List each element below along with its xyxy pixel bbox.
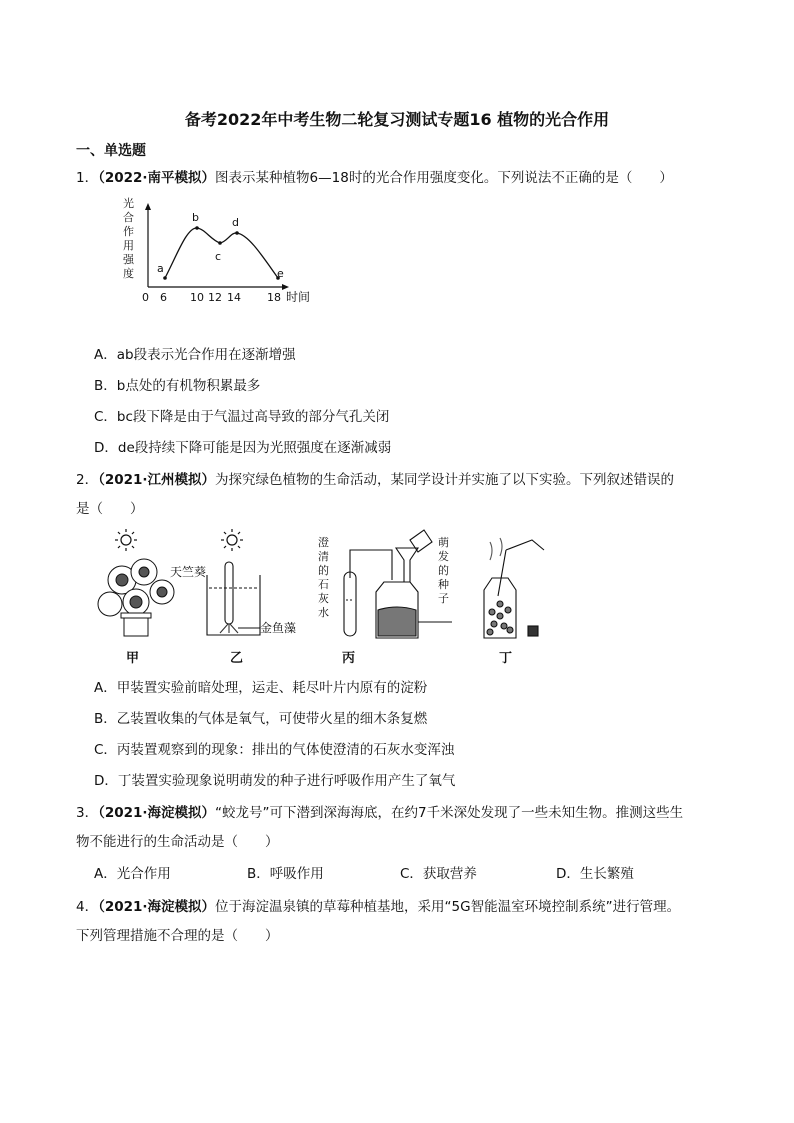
- question-source: （2021·海淀模拟）: [98, 899, 216, 915]
- question-4-line2: 下列管理措施不合理的是（ ）: [76, 928, 279, 944]
- ylabel-char: 光: [123, 197, 134, 210]
- option-b: B．呼吸作用: [247, 866, 324, 882]
- option-a: A．光合作用: [94, 866, 171, 882]
- question-1: [76, 166, 673, 186]
- seed-label-char: 萌: [438, 536, 449, 549]
- point-a: [163, 276, 167, 280]
- option-b: B．乙装置收集的气体是氧气，可使带火星的细木条复燃: [94, 711, 428, 727]
- panel-label-yi: 乙: [230, 651, 244, 666]
- question-source: （2021·海淀模拟）: [98, 805, 216, 821]
- limewater-label-char: 石: [318, 578, 329, 591]
- question-number: 2．: [76, 472, 99, 488]
- geranium-plant-icon: [98, 559, 174, 636]
- option-d: D．生长繁殖: [556, 866, 634, 882]
- limewater-label-char: 澄: [318, 536, 329, 549]
- question-text: “蛟龙号”可下潜到深海海底，在约7千米深处发现了一些未知生物。推测这些生: [215, 805, 684, 821]
- question-number: 4．: [76, 899, 99, 915]
- question-number: 3．: [76, 805, 99, 821]
- y-axis-arrow: [145, 203, 151, 210]
- point-c: [218, 241, 222, 245]
- ylabel-char: 作: [123, 225, 134, 238]
- plant-label: 天竺葵: [170, 565, 207, 579]
- question-3: [76, 801, 683, 821]
- point-label-b: b: [192, 211, 199, 224]
- seed-label-char: 种: [438, 578, 449, 591]
- option-b: B．b点处的有机物积累最多: [94, 378, 261, 394]
- panel-label-jia: 甲: [126, 651, 140, 666]
- option-c: C．获取营养: [400, 866, 477, 882]
- limewater-label-char: 清: [318, 550, 329, 563]
- seed-jar-candle-icon: [484, 538, 544, 638]
- point-label-e: e: [277, 267, 284, 280]
- page-title: 备考2022年中考生物二轮复习测试专题16 植物的光合作用: [184, 110, 610, 129]
- point-label-a: a: [157, 262, 164, 275]
- limewater-label-char: 的: [318, 564, 329, 577]
- question-source: （2022·南平模拟）: [98, 170, 216, 186]
- tick-label: 18: [267, 291, 281, 304]
- question-text: 为探究绿色植物的生命活动，某同学设计并实施了以下实验。下列叙述错误的: [215, 472, 675, 488]
- option-a: A．甲装置实验前暗处理，运走、耗尽叶片内原有的淀粉: [94, 680, 428, 696]
- panel-label-ding: 丁: [499, 651, 513, 666]
- experiment-figure: [92, 520, 562, 670]
- point-label-d: d: [232, 216, 239, 229]
- origin-label: 0: [142, 291, 149, 304]
- tick-label: 14: [227, 291, 241, 304]
- question-number: 1．: [76, 170, 99, 186]
- question-source: （2021·江州模拟）: [98, 472, 216, 488]
- beaker-with-tube-icon: [207, 562, 260, 635]
- ylabel-char: 用: [123, 239, 134, 252]
- question-3-line2: 物不能进行的生命活动是（ ）: [76, 834, 279, 850]
- tick-label: 12: [208, 291, 222, 304]
- question-2: [76, 468, 674, 488]
- sun-icon: [115, 529, 137, 551]
- seed-label-char: 的: [438, 564, 449, 577]
- algae-label: 金鱼藻: [260, 621, 297, 635]
- option-c: C．丙装置观察到的现象：排出的气体使澄清的石灰水变浑浊: [94, 742, 455, 758]
- question-2-line2: 是（ ）: [76, 501, 144, 517]
- ylabel-char: 度: [123, 267, 134, 280]
- seed-label-char: 子: [438, 592, 449, 605]
- point-label-c: c: [215, 250, 222, 263]
- curve-line: [165, 228, 278, 278]
- limewater-label-char: 灰: [318, 592, 329, 605]
- tick-label: 6: [160, 291, 167, 304]
- option-d: D．丁装置实验现象说明萌发的种子进行呼吸作用产生了氧气: [94, 773, 456, 789]
- section-heading: 一、单选题: [76, 143, 146, 159]
- point-d: [235, 231, 239, 235]
- limewater-label-char: 水: [318, 606, 329, 619]
- ylabel-char: 强: [123, 253, 134, 266]
- question-text: 图表示某种植物6—18时的光合作用强度变化。下列说法不正确的是（ ）: [215, 170, 673, 186]
- question-4: [76, 895, 680, 915]
- sun-icon: [221, 529, 243, 551]
- option-d: D．de段持续下降可能是因为光照强度在逐渐减弱: [94, 440, 392, 456]
- panel-label-bing: 丙: [342, 651, 356, 666]
- ylabel-char: 合: [123, 211, 134, 224]
- seed-label-char: 发: [438, 550, 449, 563]
- x-axis-label: 时间: [286, 290, 311, 304]
- point-b: [195, 226, 199, 230]
- option-a: A．ab段表示光合作用在逐渐增强: [94, 347, 296, 363]
- tick-label: 10: [190, 291, 204, 304]
- question-text: 位于海淀温泉镇的草莓种植基地，采用“5G智能温室环境控制系统”进行管理。: [215, 899, 681, 915]
- photosynthesis-curve-chart: [115, 195, 325, 310]
- option-c: C．bc段下降是由于气温过高导致的部分气孔关闭: [94, 409, 390, 425]
